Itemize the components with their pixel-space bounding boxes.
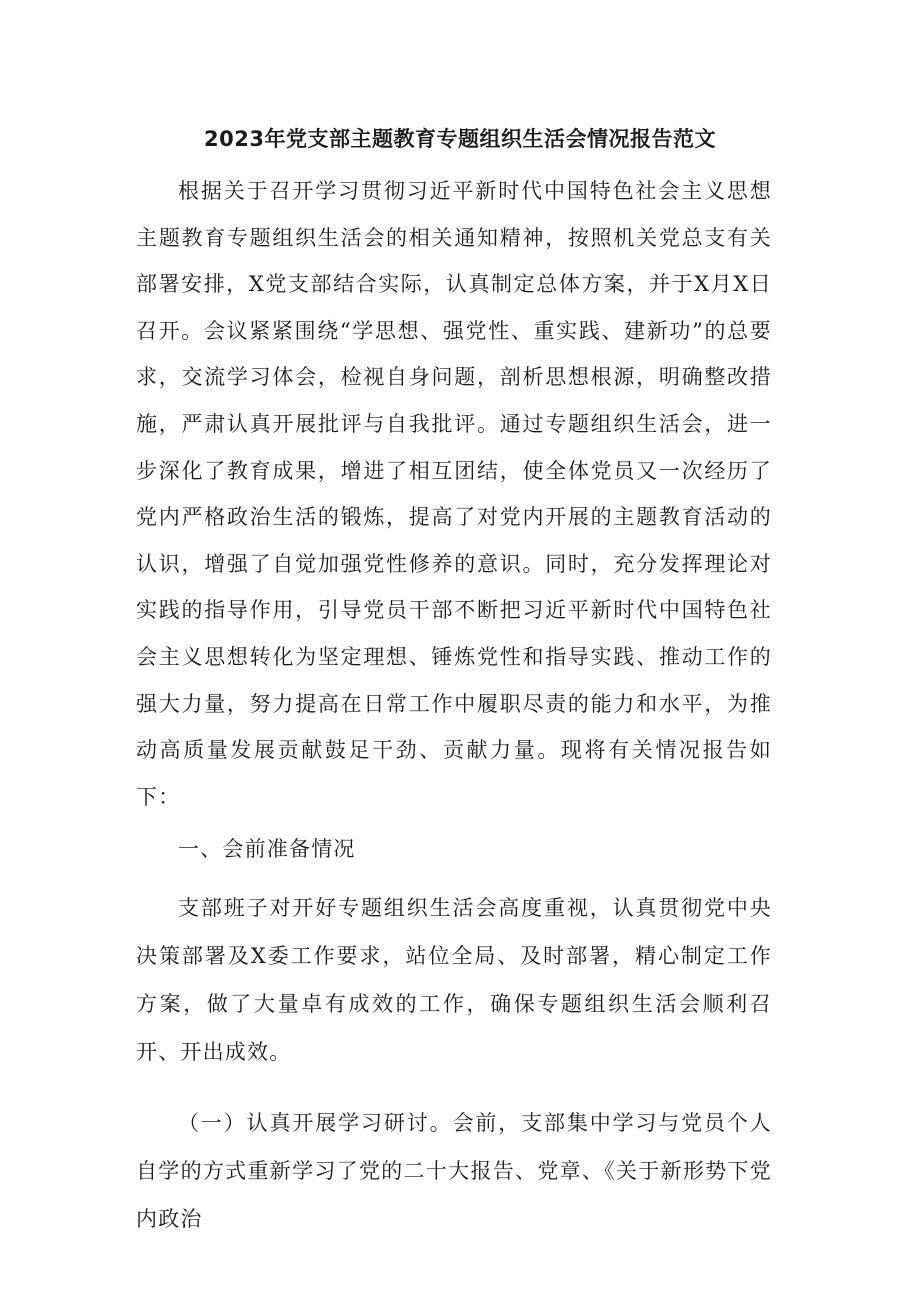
document-title: 2023年党支部主题教育专题组织生活会情况报告范文 [204,127,716,151]
study-paragraph: （一）认真开展学习研讨。会前，支部集中学习与党员个人自学的方式重新学习了党的二十大报告、党章、《关于新形势下党内政治 [136,1111,772,1231]
intro-paragraph: 根据关于召开学习贯彻习近平新时代中国特色社会主义思想主题教育专题组织生活会的相关通知精神，按照机关党总支有关部署安排，X党支部结合实际，认真制定总体方案，并于X月X日召开。会议紧紧围绕“学思想、强党性、重实践、建新功”的总要求，交流学习体会，检视自身问题，剖析思想根源，明确整改措施，严肃认真开展批评与自我批评。通过专题组织生活会，进一步深化了教育成果，增进了相互团结，使全体党员又一次经历了党内严格政治生活的锻炼，提高了对党内开展的主题教育活动的认识，增强了自觉加强党性修养的意识。同时，充分发挥理论对实践的指导作用，引导党员干部不断把习近平新时代中国特色社会主义思想转化为坚定理想、锤炼党性和指导实践、推动工作的强大力量，努力提高在日常工作中履职尽责的能力和水平，为推动高质量发展贡献鼓足干劲、贡献力量。现将有关情况报告如下： [136,179,772,809]
preparation-paragraph: 支部班子对开好专题组织生活会高度重视，认真贯彻党中央决策部署及X委工作要求，站位全局、及时部署，精心制定工作方案，做了大量卓有成效的工作，确保专题组织生活会顺利召开、开出成效。 [136,896,772,1064]
section-heading-preparation: 一、会前准备情况 [178,837,356,861]
